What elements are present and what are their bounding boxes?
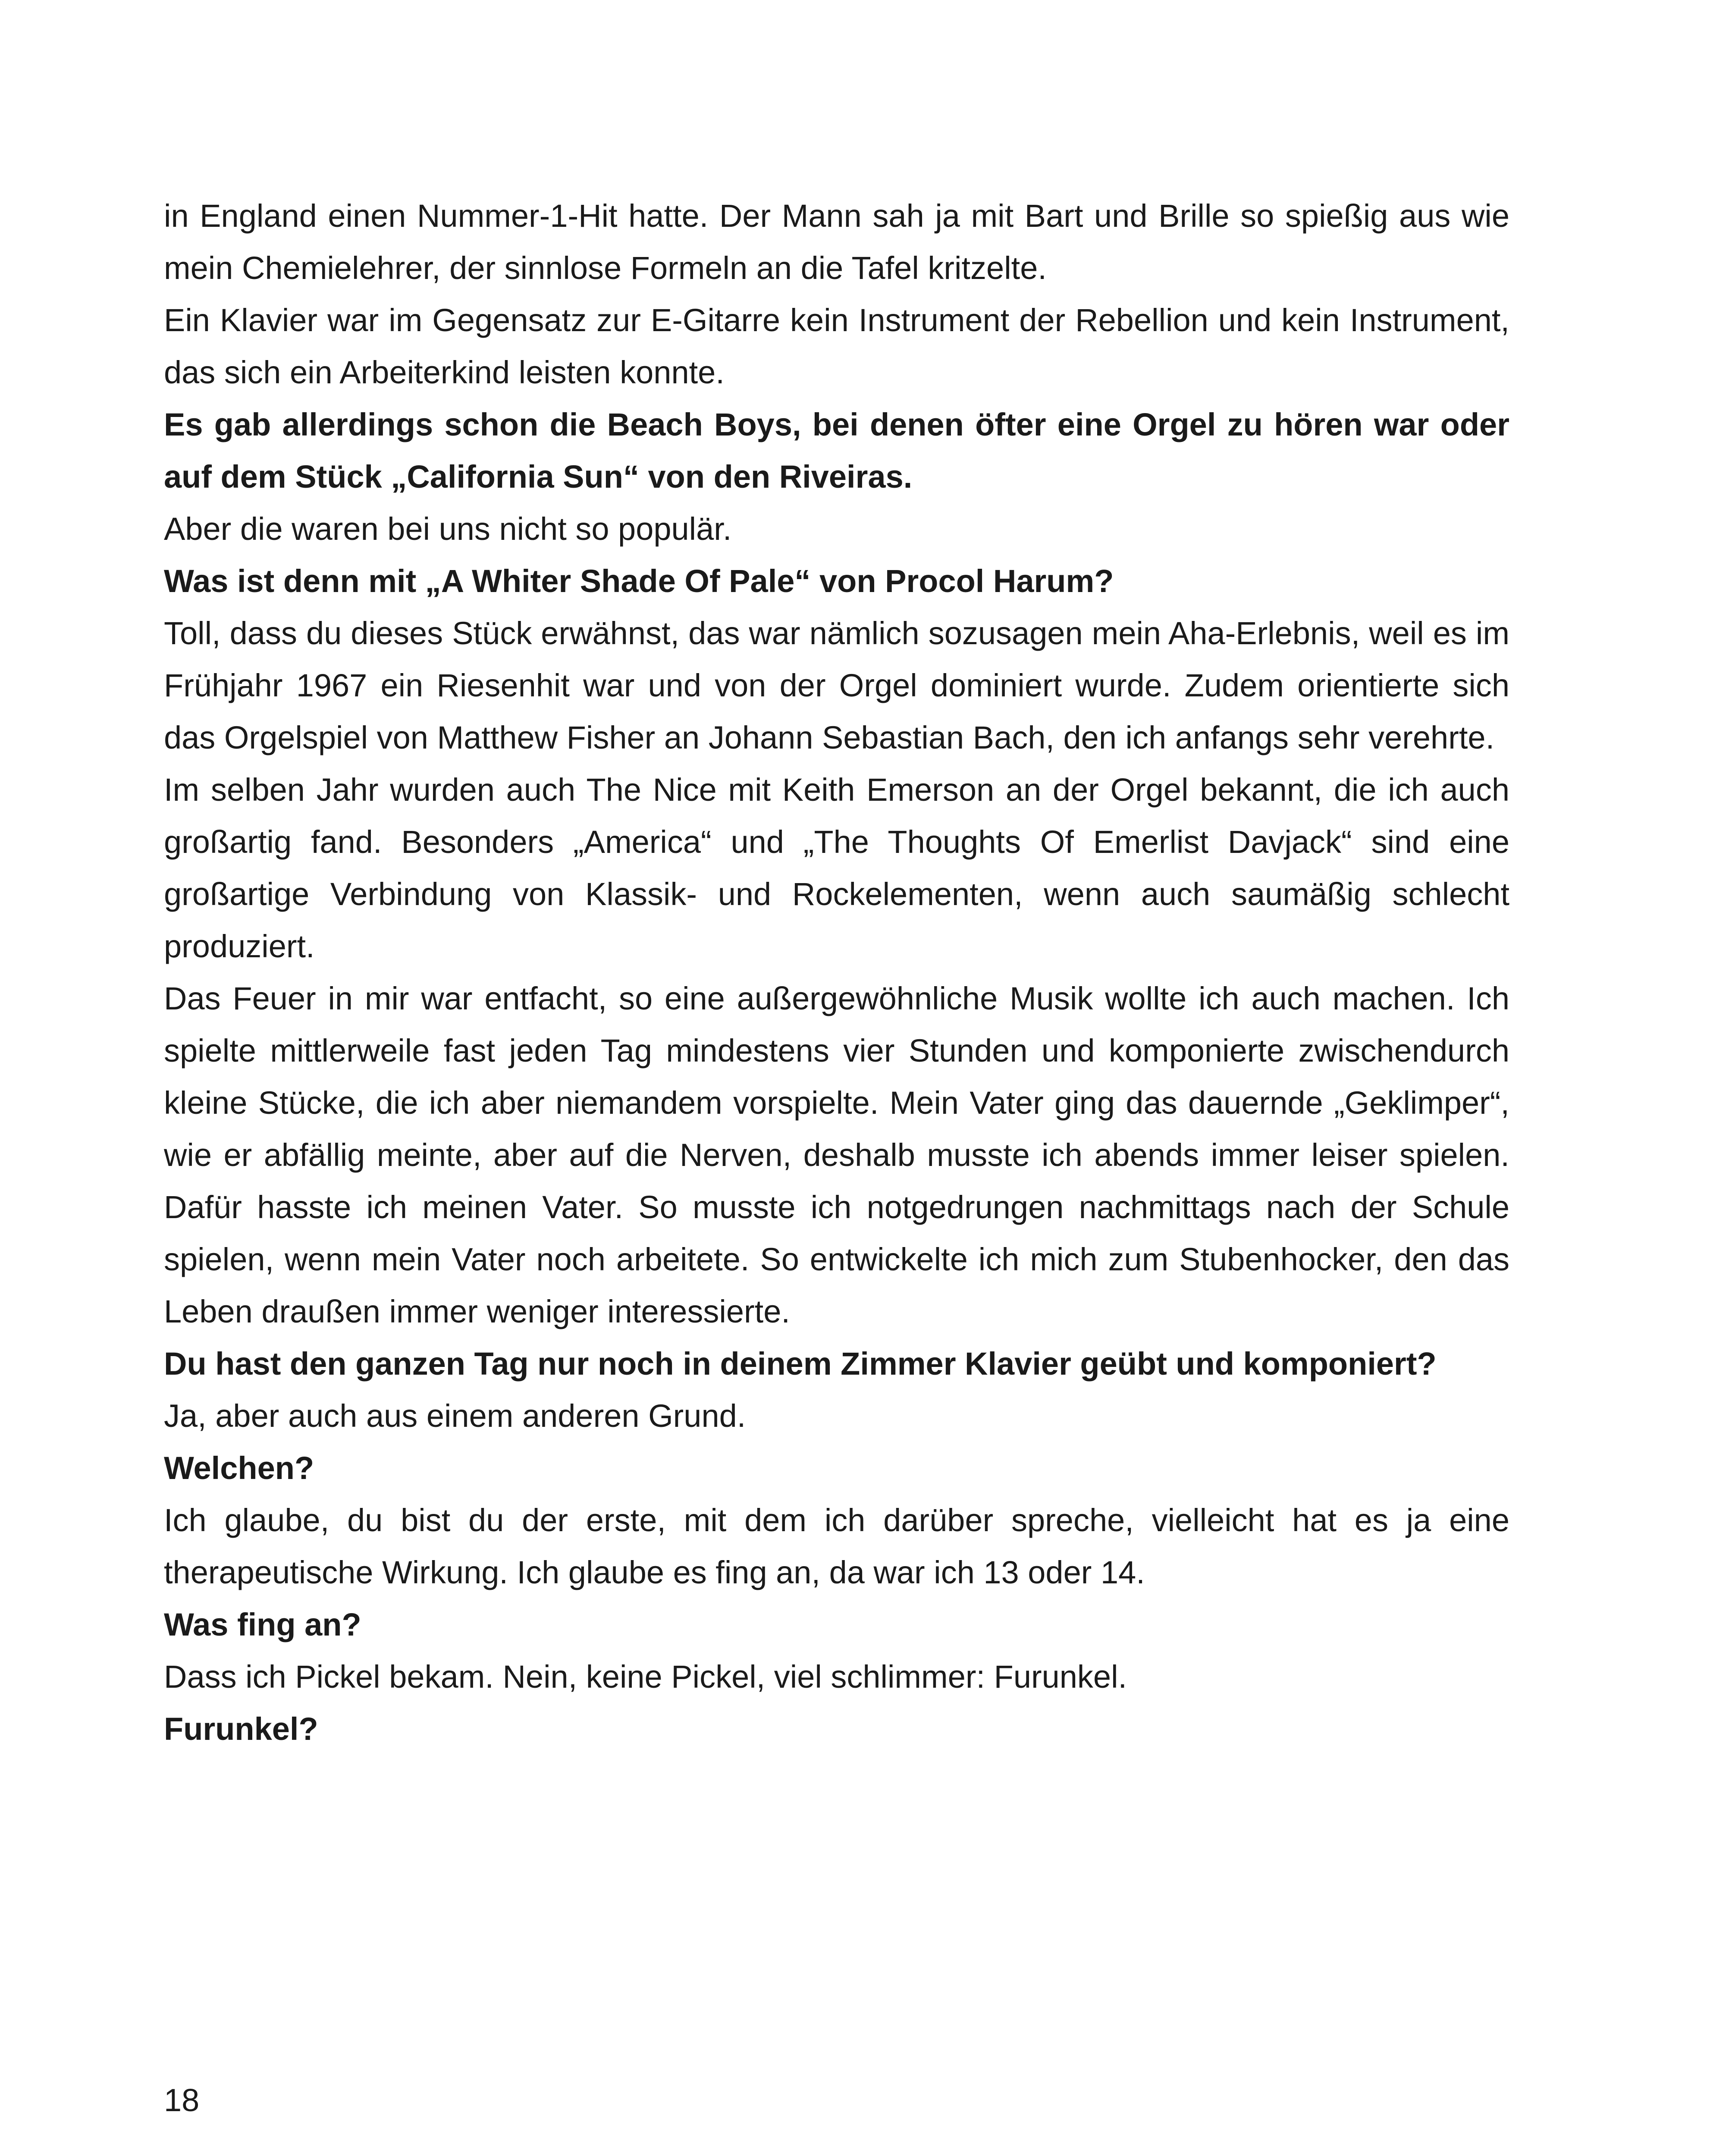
paragraph-7: Ja, aber auch aus einem anderen Grund. <box>164 1398 746 1434</box>
paragraph-5: Im selben Jahr wurden auch The Nice mit Keith Emerson an der Orgel bekannt, die ich auch großartig fand. Besonders „America“ und „The Thoughts Of Emerlist Davjack“ sind eine großartige Verbindung von Klassik- und Rockelementen, wenn auch saumäßig schlecht produziert. <box>164 772 1509 964</box>
interview-question-6: Furunkel? <box>164 1711 318 1747</box>
body-text <box>164 190 1509 1755</box>
interview-question-4: Welchen? <box>164 1450 314 1486</box>
page-number: 18 <box>164 2082 200 2118</box>
interview-question-2: Was ist denn mit „A Whiter Shade Of Pale“ von Procol Harum? <box>164 563 1114 599</box>
paragraph-1: in England einen Nummer-1-Hit hatte. Der Mann sah ja mit Bart und Brille so spießig aus wie mein Chemielehrer, der sinnlose Formeln an die Tafel kritzelte. <box>164 198 1509 286</box>
paragraph-4: Toll, dass du dieses Stück erwähnst, das war nämlich sozusagen mein Aha-Erlebnis, weil es im Frühjahr 1967 ein Riesenhit war und von der Orgel dominiert wurde. Zudem orientierte sich das Orgelspiel von Matthew Fisher an Johann Sebastian Bach, den ich anfangs sehr verehrte. <box>164 615 1509 755</box>
paragraph-3: Aber die waren bei uns nicht so populär. <box>164 511 732 547</box>
paragraph-2: Ein Klavier war im Gegensatz zur E-Gitarre kein Instrument der Rebellion und kein Instrument, das sich ein Arbeiterkind leisten konnte. <box>164 302 1509 390</box>
interview-question-1: Es gab allerdings schon die Beach Boys, bei denen öfter eine Orgel zu hören war oder auf dem Stück „California Sun“ von den Riveiras. <box>164 407 1509 495</box>
paragraph-8: Ich glaube, du bist du der erste, mit dem ich darüber spreche, vielleicht hat es ja eine therapeutische Wirkung. Ich glaube es fing an, da war ich 13 oder 14. <box>164 1502 1509 1590</box>
interview-question-3: Du hast den ganzen Tag nur noch in deinem Zimmer Klavier geübt und komponiert? <box>164 1346 1437 1382</box>
interview-question-5: Was fing an? <box>164 1607 361 1642</box>
paragraph-9: Dass ich Pickel bekam. Nein, keine Pickel, viel schlimmer: Furunkel. <box>164 1659 1127 1695</box>
paragraph-6: Das Feuer in mir war entfacht, so eine außergewöhnliche Musik wollte ich auch machen. Ich spielte mittlerweile fast jeden Tag mindestens vier Stunden und komponierte zwischendurch kleine Stücke, die ich aber niemandem vorspielte. Mein Vater ging das dauernde „Geklimper“, wie er abfällig meinte, aber auf die Nerven, deshalb musste ich abends immer leiser spielen. Dafür hasste ich meinen Vater. So musste ich notgedrungen nachmittags nach der Schule spielen, wenn mein Vater noch arbeitete. So entwickelte ich mich zum Stubenhocker, den das Leben draußen immer weniger interessierte. <box>164 981 1509 1329</box>
